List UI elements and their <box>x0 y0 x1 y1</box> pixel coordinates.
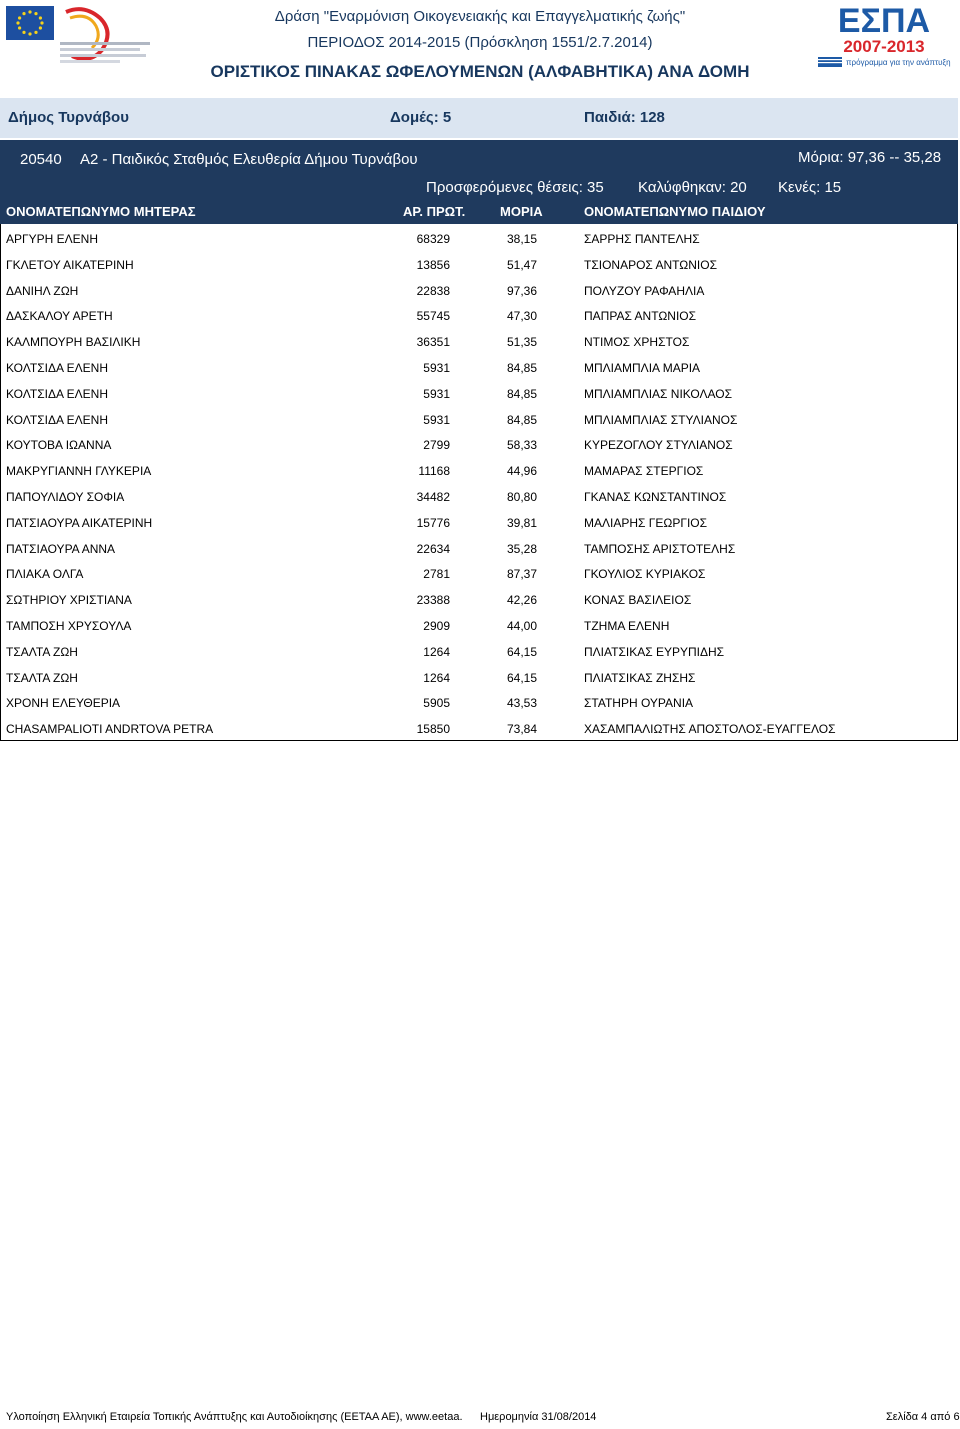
protocol-number-cell: 2909 <box>423 619 450 633</box>
espa-logo <box>812 2 957 68</box>
points-cell: 58,33 <box>506 438 537 453</box>
child-name-cell: ΝΤΙΜΟΣ ΧΡΗΣΤΟΣ <box>584 335 690 350</box>
mother-name-cell: ΤΑΜΠΟΣΗ ΧΡΥΣΟΥΛΑ <box>6 619 132 633</box>
child-name-cell: ΠΛΙΑΤΣΙΚΑΣ ΕΥΡΥΠΙΔΗΣ <box>584 644 725 659</box>
mother-name-cell: ΚΟΛΤΣΙΔΑ ΕΛΕΝΗ <box>6 386 109 401</box>
points-cell: 42,26 <box>506 593 537 608</box>
protocol-number-cell: 34482 <box>416 490 450 504</box>
column-header-mother: ΟΝΟΜΑΤΕΠΩΝΥΜΟ ΜΗΤΕΡΑΣ <box>6 204 196 219</box>
protocol-number-cell: 23388 <box>416 593 450 608</box>
mother-name-cell: ΠΑΤΣΙΑΟΥΡΑ ΑΙΚΑΤΕΡΙΝΗ <box>6 515 153 530</box>
table-row <box>1 535 957 561</box>
points-cell: 97,36 <box>506 283 537 298</box>
child-name-cell: ΜΠΛΙΑΜΠΛΙΑΣ ΣΤΥΛΙΑΝΟΣ <box>584 412 738 427</box>
protocol-number-cell: 2799 <box>423 438 450 453</box>
child-name-cell: ΚΥΡΕΖΟΓΛΟΥ ΣΤΥΛΙΑΝΟΣ <box>584 438 733 453</box>
points-cell: 44,96 <box>506 464 537 479</box>
child-name-cell: ΜΑΜΑΡΑΣ ΣΤΕΡΓΙΟΣ <box>584 464 704 479</box>
protocol-number-cell: 13856 <box>416 257 450 272</box>
table-row <box>1 380 957 406</box>
footer-date: Ημερομηνία 31/08/2014 <box>480 1411 597 1423</box>
document-title: ΟΡΙΣΤΙΚΟΣ ΠΙΝΑΚΑΣ ΩΦΕΛΟΥΜΕΝΩΝ (ΑΛΦΑΒΗΤΙΚΑ) ΑΝΑ ΔΟΜΗ <box>210 62 750 81</box>
protocol-number-cell: 1264 <box>423 670 450 685</box>
points-cell: 51,47 <box>506 257 537 272</box>
child-name-cell: ΤΣΙΟΝΑΡΟΣ ΑΝΤΩΝΙΟΣ <box>584 257 718 272</box>
mother-name-cell: ΑΡΓΥΡΗ ΕΛΕΝΗ <box>6 232 98 246</box>
table-row <box>1 638 957 664</box>
mother-name-cell: ΚΟΥΤΟΒΑ ΙΩΑΝΝΑ <box>6 438 112 453</box>
points-range: Μόρια: 97,36 -- 35,28 <box>798 149 942 166</box>
child-name-cell: ΤΖΗΜΑ ΕΛΕΝΗ <box>584 619 670 633</box>
action-title: Δράση "Εναρμόνιση Οικογενειακής και Επαγγελματικής ζωής" <box>274 8 686 25</box>
table-row <box>1 328 957 354</box>
summary-band <box>0 98 958 138</box>
vacant-seats: Κενές: 15 <box>778 179 842 196</box>
protocol-number-cell: 5905 <box>423 696 450 711</box>
points-cell: 84,85 <box>506 361 537 375</box>
points-cell: 39,81 <box>506 515 537 530</box>
table-row <box>1 612 957 638</box>
table-row <box>1 586 957 612</box>
mother-name-cell: ΚΑΛΜΠΟΥΡΗ ΒΑΣΙΛΙΚΗ <box>6 335 141 350</box>
protocol-number-cell: 68329 <box>416 232 450 246</box>
points-cell: 84,85 <box>506 412 537 427</box>
protocol-number-cell: 5931 <box>423 412 450 427</box>
points-cell: 84,85 <box>506 386 537 401</box>
child-name-cell: ΠΟΛΥΖΟΥ ΡΑΦΑΗΛΙΑ <box>584 283 705 298</box>
child-name-cell: ΜΠΛΙΑΜΠΛΙΑΣ ΝΙΚΟΛΑΟΣ <box>584 386 733 401</box>
table-row <box>1 225 957 251</box>
points-cell: 38,15 <box>506 232 537 246</box>
table-row <box>1 664 957 690</box>
structure-header <box>0 140 958 224</box>
child-name-cell: ΠΛΙΑΤΣΙΚΑΣ ΖΗΣΗΣ <box>584 670 696 685</box>
table-row <box>1 457 957 483</box>
points-cell: 64,15 <box>506 670 537 685</box>
protocol-number-cell: 11168 <box>418 464 450 479</box>
espa-logo-years: 2007-2013 <box>843 37 925 56</box>
table-row <box>1 354 957 380</box>
page-number: Σελίδα 4 από 6 <box>886 1411 960 1423</box>
mother-name-cell: CHASAMPALIOTI ANDRTOVA PETRA <box>6 722 214 737</box>
protocol-number-cell: 15776 <box>416 515 450 530</box>
column-header-points: ΜΟΡΙΑ <box>500 204 543 219</box>
table-row <box>1 715 957 741</box>
offered-seats: Προσφερόμενες θέσεις: 35 <box>426 179 604 196</box>
table-row <box>1 483 957 509</box>
child-name-cell: ΣΤΑΤΗΡΗ ΟΥΡΑΝΙΑ <box>584 696 694 711</box>
points-cell: 64,15 <box>506 644 537 659</box>
table-row <box>1 302 957 328</box>
municipality-name: Δήμος Τυρνάβου <box>8 109 129 126</box>
covered-seats: Καλύφθηκαν: 20 <box>638 179 747 196</box>
protocol-number-cell: 22634 <box>416 541 450 556</box>
protocol-number-cell: 1264 <box>423 644 450 659</box>
mother-name-cell: ΔΑΝΙΗΛ ΖΩΗ <box>6 283 79 298</box>
points-cell: 44,00 <box>506 619 537 633</box>
mother-name-cell: ΣΩΤΗΡΙΟΥ ΧΡΙΣΤΙΑΝΑ <box>6 593 132 608</box>
mother-name-cell: ΤΣΑΛΤΑ ΖΩΗ <box>6 670 78 685</box>
points-cell: 73,84 <box>506 722 537 737</box>
table-row <box>1 509 957 535</box>
mother-name-cell: ΚΟΛΤΣΙΔΑ ΕΛΕΝΗ <box>6 361 109 375</box>
structures-count: Δομές: 5 <box>390 109 452 126</box>
period-subtitle: ΠΕΡΙΟΔΟΣ 2014-2015 (Πρόσκληση 1551/2.7.2014) <box>307 34 653 51</box>
structure-code: 20540 <box>20 151 62 168</box>
child-name-cell: ΓΚΑΝΑΣ ΚΩΝΣΤΑΝΤΙΝΟΣ <box>584 490 727 504</box>
table-row <box>1 277 957 303</box>
child-name-cell: ΤΑΜΠΟΣΗΣ ΑΡΙΣΤΟΤΕΛΗΣ <box>584 541 736 556</box>
mother-name-cell: ΓΚΛΕΤΟΥ ΑΙΚΑΤΕΡΙΝΗ <box>6 257 134 272</box>
children-count: Παιδιά: 128 <box>584 109 665 126</box>
protocol-number-cell: 15850 <box>416 722 450 737</box>
mother-name-cell: ΠΑΠΟΥΛΙΔΟΥ ΣΟΦΙΑ <box>6 490 125 504</box>
mother-name-cell: ΜΑΚΡΥΓΙΑΝΝΗ ΓΛΥΚΕΡΙΑ <box>6 464 152 479</box>
structure-name: Α2 - Παιδικός Σταθμός Ελευθερία Δήμου Τυρνάβου <box>80 151 418 168</box>
points-cell: 35,28 <box>506 541 537 556</box>
mother-name-cell: ΧΡΟΝΗ ΕΛΕΥΘΕΡΙΑ <box>6 696 121 711</box>
espa-logo-text: ΕΣΠΑ <box>837 2 931 40</box>
mother-name-cell: ΠΛΙΑΚΑ ΟΛΓΑ <box>6 567 84 582</box>
espa-logo-slogan: πρόγραμμα για την ανάπτυξη <box>846 58 951 67</box>
table-row <box>1 406 957 432</box>
beneficiaries-table <box>0 224 958 741</box>
protocol-number-cell: 5931 <box>423 386 450 401</box>
points-cell: 87,37 <box>506 567 537 582</box>
child-name-cell: ΠΑΠΡΑΣ ΑΝΤΩΝΙΟΣ <box>584 309 697 324</box>
points-cell: 47,30 <box>506 309 537 324</box>
table-row <box>1 251 957 277</box>
mother-name-cell: ΠΑΤΣΙΑΟΥΡΑ ΑΝΝΑ <box>6 541 116 556</box>
mother-name-cell: ΔΑΣΚΑΛΟΥ ΑΡΕΤΗ <box>6 309 113 324</box>
child-name-cell: ΣΑΡΡΗΣ ΠΑΝΤΕΛΗΣ <box>584 232 700 246</box>
protocol-number-cell: 5931 <box>423 361 450 375</box>
table-row <box>1 689 957 715</box>
mother-name-cell: ΚΟΛΤΣΙΔΑ ΕΛΕΝΗ <box>6 412 109 427</box>
child-name-cell: ΓΚΟΥΛΙΟΣ ΚΥΡΙΑΚΟΣ <box>584 567 706 582</box>
points-cell: 80,80 <box>506 490 537 504</box>
child-name-cell: ΜΑΛΙΑΡΗΣ ΓΕΩΡΓΙΟΣ <box>584 515 708 530</box>
footer-credits: Υλοποίηση Ελληνική Εταιρεία Τοπικής Ανάπτυξης και Αυτοδιοίκησης (ΕΕΤΑΑ ΑΕ), www.eetaa. <box>6 1411 463 1423</box>
column-header-child: ΟΝΟΜΑΤΕΠΩΝΥΜΟ ΠΑΙΔΙΟΥ <box>584 204 766 219</box>
points-cell: 43,53 <box>506 696 537 711</box>
mother-name-cell: ΤΣΑΛΤΑ ΖΩΗ <box>6 644 78 659</box>
protocol-number-cell: 36351 <box>416 335 450 350</box>
child-name-cell: ΜΠΛΙΑΜΠΛΙΑ ΜΑΡΙΑ <box>584 361 701 375</box>
protocol-number-cell: 55745 <box>416 309 450 324</box>
table-row <box>1 431 957 457</box>
column-header-protocol: ΑΡ. ΠΡΩΤ. <box>403 204 466 219</box>
table-row <box>1 560 957 586</box>
protocol-number-cell: 22838 <box>416 283 450 298</box>
protocol-number-cell: 2781 <box>423 567 450 582</box>
points-cell: 51,35 <box>506 335 537 350</box>
child-name-cell: ΧΑΣΑΜΠΑΛΙΩΤΗΣ ΑΠΟΣΤΟΛΟΣ-ΕΥΑΓΓΕΛΟΣ <box>584 722 836 737</box>
child-name-cell: ΚΟΝΑΣ ΒΑΣΙΛΕΙΟΣ <box>584 593 692 608</box>
